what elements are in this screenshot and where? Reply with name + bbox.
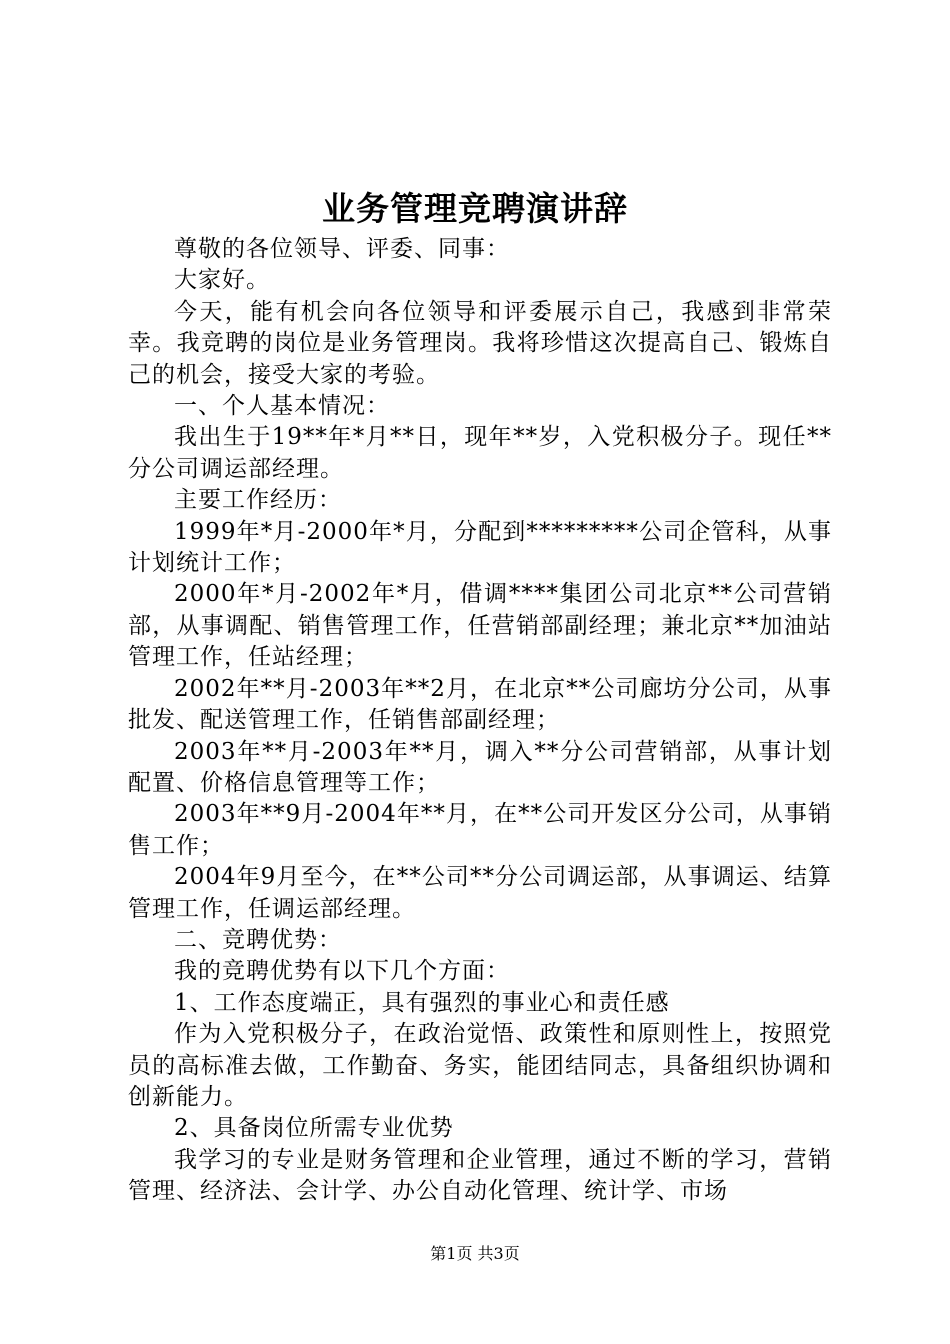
- document-title: 业务管理竞聘演讲辞: [322, 189, 628, 228]
- subheading-advantage-1: 1、工作态度端正，具有强烈的事业心和责任感: [174, 989, 670, 1016]
- page-number-footer: 第1页 共3页: [430, 1244, 520, 1263]
- paragraph-work-1999: 1999年*月-2000年*月，分配到*********公司企管科，从事计划统计工作；: [128, 518, 832, 577]
- section-heading-basic-info: 一、个人基本情况：: [174, 393, 390, 420]
- paragraph-basic-info: 我出生于19**年*月**日，现年**岁，入党积极分子。现任**分公司调运部经理。: [128, 424, 832, 482]
- paragraph-advantages-intro: 我的竞聘优势有以下几个方面：: [174, 958, 510, 985]
- paragraph-work-2003b: 2003年**9月-2004年**月，在**公司开发区分公司，从事销售工作；: [128, 801, 832, 859]
- paragraph-work-2004: 2004年9月至今，在**公司**分公司调运部，从事调运、结算管理工作，任调运部经理。: [128, 864, 832, 922]
- subheading-advantage-2: 2、具备岗位所需专业优势: [174, 1115, 454, 1142]
- paragraph-advantage-2: 我学习的专业是财务管理和企业管理，通过不断的学习，营销管理、经济法、会计学、办公自动化管理、统计学、市场: [128, 1146, 832, 1205]
- paragraph-salutation: 尊敬的各位领导、评委、同事：: [174, 236, 510, 262]
- subheading-work-history: 主要工作经历：: [174, 487, 342, 514]
- document-body: [128, 234, 832, 1208]
- paragraph-work-2002: 2002年**月-2003年**2月，在北京**公司廊坊分公司，从事批发、配送管理工作，任销售部副经理；: [128, 675, 832, 734]
- paragraph-intro: 今天，能有机会向各位领导和评委展示自己，我感到非常荣幸。我竞聘的岗位是业务管理岗。我将珍惜这次提高自己、锻炼自己的机会，接受大家的考验。: [128, 298, 832, 388]
- paragraph-work-2003a: 2003年**月-2003年**月，调入**分公司营销部，从事计划配置、价格信息管理等工作；: [128, 738, 832, 796]
- section-heading-advantages: 二、竞聘优势：: [174, 926, 342, 953]
- paragraph-work-2000: 2000年*月-2002年*月，借调****集团公司北京**公司营销部，从事调配、销售管理工作，任营销部副经理；兼北京**加油站管理工作，任站经理；: [128, 581, 832, 671]
- paragraph-greeting: 大家好。: [174, 267, 270, 294]
- paragraph-advantage-1: 作为入党积极分子，在政治觉悟、政策性和原则性上，按照党员的高标准去做，工作勤奋、务实，能团结同志，具备组织协调和创新能力。: [128, 1021, 832, 1110]
